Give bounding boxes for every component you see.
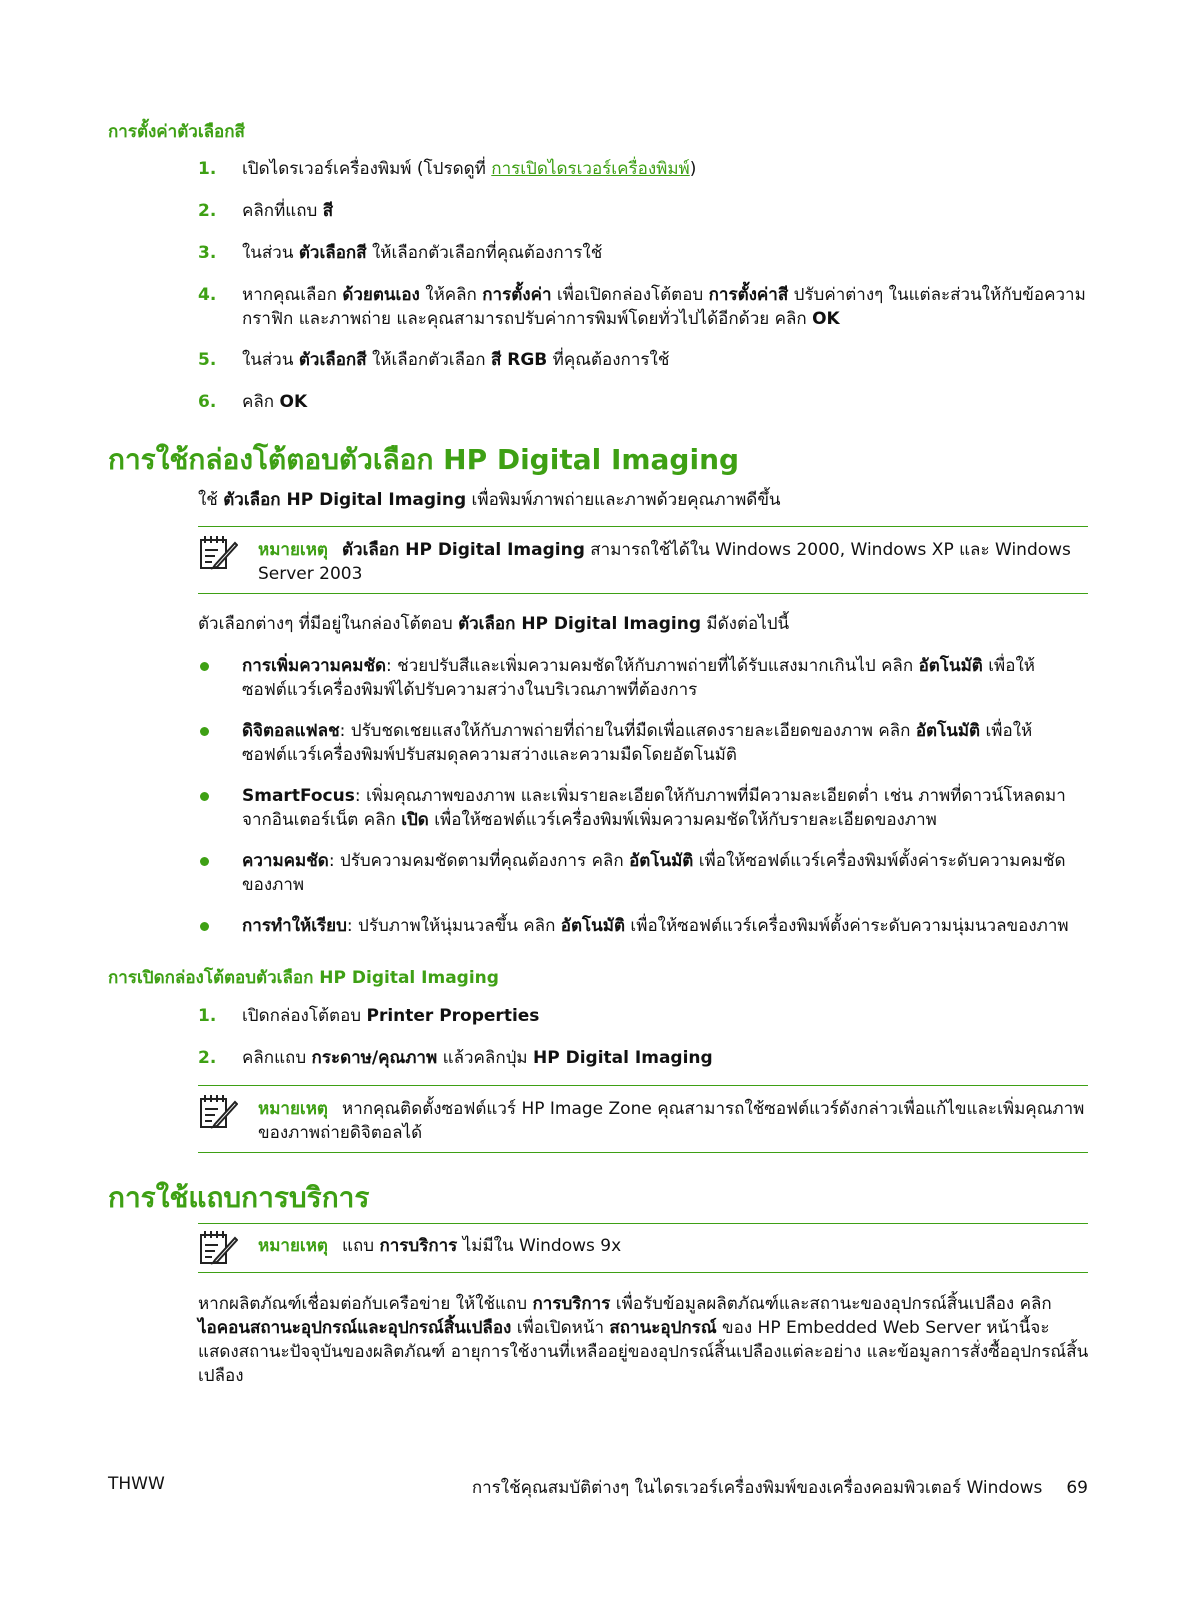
- bold-term: การบริการ: [379, 1236, 458, 1256]
- text-span: เพื่อให้ซอฟต์แวร์เครื่องพิมพ์ปรับสมดุลความสว่างและความมืดโดยอัตโนมัติ: [242, 721, 1033, 765]
- step-number: 1.: [198, 1006, 217, 1026]
- text-span: คลิกที่แถบ: [242, 201, 323, 221]
- text-span: ): [689, 159, 697, 179]
- step-number: 4.: [198, 285, 217, 305]
- bullet-dot-icon: [200, 662, 209, 671]
- footer-chapter-title: การใช้คุณสมบัติต่างๆ ในไดรเวอร์เครื่องพิมพ์ของเครื่องคอมพิวเตอร์ Windows: [471, 1478, 1043, 1498]
- bold-term: การบริการ: [532, 1294, 611, 1314]
- note-text: [258, 1097, 1088, 1145]
- text-span: ใช้: [198, 490, 224, 510]
- text-span: มีดังต่อไปนี้: [701, 614, 790, 634]
- note-box: [198, 526, 1088, 594]
- bullet-dot-icon: [200, 857, 209, 866]
- text-span: คลิก: [242, 392, 280, 412]
- intro-paragraph: [198, 488, 1090, 512]
- step-number: 2.: [198, 201, 217, 221]
- note-pad-icon: [198, 1228, 238, 1268]
- note-label: หมายเหตุ: [258, 1236, 328, 1256]
- text-span: เพื่อให้ซอฟต์แวร์เครื่องพิมพ์เพิ่มความคมชัดให้กับรายละเอียดของภาพ: [428, 810, 937, 830]
- bold-term: Printer Properties: [366, 1006, 540, 1026]
- text-span: ไม่มีใน Windows 9x: [457, 1236, 622, 1256]
- bullet-text: [242, 719, 1090, 767]
- text-span: ของ HP Embedded Web Server หน้านี้จะแสดงสถานะปัจจุบันของผลิตภัณฑ์ อายุการใช้งานที่เหลืออยู่ของอุปกรณ์สิ้นเปลืองแต่ละอย่าง และข้อมูลการสั่งซื้ออุปกรณ์สิ้นเปลือง: [198, 1318, 1089, 1386]
- bold-term: ตัวเลือกสี: [298, 350, 367, 370]
- text-span: แล้วคลิกปุ่ม: [437, 1048, 534, 1068]
- bold-term: อัตโนมัติ: [918, 656, 983, 676]
- page-number: 69: [1066, 1478, 1088, 1498]
- step-text: [242, 157, 1090, 181]
- note-text: [258, 1234, 1088, 1258]
- bold-term: ตัวเลือก HP Digital Imaging: [223, 490, 467, 510]
- note-pad-icon: [198, 533, 238, 573]
- text-span: แถบ: [341, 1236, 380, 1256]
- open-driver-link[interactable]: การเปิดไดรเวอร์เครื่องพิมพ์: [491, 159, 690, 179]
- text-span: ให้เลือกตัวเลือกที่คุณต้องการใช้: [366, 243, 603, 263]
- step-text: [242, 241, 1090, 265]
- step-text: [242, 348, 1090, 372]
- text-span: เพื่อพิมพ์ภาพถ่ายและภาพด้วยคุณภาพดีขึ้น: [466, 490, 781, 510]
- text-span: เพื่อให้ซอฟต์แวร์เครื่องพิมพ์ตั้งค่าระดับความนุ่มนวลของภาพ: [625, 916, 1069, 936]
- step-text: [242, 199, 1090, 223]
- text-span: : ปรับภาพให้นุ่มนวลขึ้น คลิก: [346, 916, 561, 936]
- step-text: [242, 1046, 1090, 1070]
- note-box: [198, 1223, 1088, 1273]
- text-span: เพื่อเปิดกล่องโต้ตอบ: [551, 285, 709, 305]
- bold-term: สี RGB: [490, 350, 548, 370]
- step-number: 3.: [198, 243, 217, 263]
- text-span: หากคุณเลือก: [242, 285, 343, 305]
- note-pad-icon: [198, 1092, 238, 1132]
- text-span: ในส่วน: [242, 350, 299, 370]
- text-span: ที่คุณต้องการใช้: [547, 350, 670, 370]
- note-box: [198, 1085, 1088, 1153]
- bold-term: SmartFocus: [242, 786, 355, 806]
- note-text: [258, 538, 1088, 586]
- section-heading-services-tab: การใช้แถบการบริการ: [108, 1181, 370, 1214]
- text-span: ตัวเลือกต่างๆ ที่มีอยู่ในกล่องโต้ตอบ: [198, 614, 459, 634]
- footer-chapter: [472, 1474, 1088, 1501]
- bold-term: ความคมชัด: [242, 851, 329, 871]
- text-span: คลิกแถบ: [242, 1048, 312, 1068]
- bold-term: สี: [322, 201, 334, 221]
- bold-term: ด้วยตนเอง: [342, 285, 420, 305]
- text-span: ในส่วน: [242, 243, 299, 263]
- bullet-text: [242, 784, 1090, 832]
- text-span: : ปรับความคมชัดตามที่คุณต้องการ คลิก: [328, 851, 630, 871]
- text-span: หากผลิตภัณฑ์เชื่อมต่อกับเครือข่าย ให้ใช้แถบ: [198, 1294, 533, 1314]
- text-span: : ปรับชดเชยแสงให้กับภาพถ่ายที่ถ่ายในที่มืดเพื่อแสดงรายละเอียดของภาพ คลิก: [339, 721, 916, 741]
- bold-term: การตั้งค่า: [482, 285, 552, 305]
- text-span: เพื่อเปิดหน้า: [511, 1318, 610, 1338]
- bold-term: อัตโนมัติ: [915, 721, 981, 741]
- bullet-dot-icon: [200, 727, 209, 736]
- text-span: เพื่อให้ซอฟต์แวร์เครื่องพิมพ์ได้ปรับความสว่างในบริเวณภาพที่ต้องการ: [242, 656, 1035, 700]
- bold-term: ตัวเลือก HP Digital Imaging: [341, 540, 585, 560]
- bold-term: เปิด: [401, 810, 429, 830]
- text-span: เพื่อให้ซอฟต์แวร์เครื่องพิมพ์ตั้งค่าระดับความคมชัดของภาพ: [242, 851, 1066, 895]
- bold-term: อัตโนมัติ: [629, 851, 694, 871]
- text-span: สามารถใช้ได้ใน Windows 2000, Windows XP และ Windows Server 2003: [258, 540, 1071, 584]
- bold-term: การเพิ่มความคมชัด: [242, 656, 387, 676]
- section-heading-color-options: การตั้งค่าตัวเลือกสี: [108, 122, 245, 142]
- bold-term: ตัวเลือกสี: [298, 243, 367, 263]
- step-number: 1.: [198, 159, 217, 179]
- text-span: เปิดกล่องโต้ตอบ: [242, 1006, 367, 1026]
- step-number: 2.: [198, 1048, 217, 1068]
- bullet-text: [242, 654, 1090, 702]
- bold-term: HP Digital Imaging: [533, 1048, 713, 1068]
- bullet-text: [242, 914, 1090, 938]
- step-number: 6.: [198, 392, 217, 412]
- bold-term: การตั้งค่าสี: [708, 285, 789, 305]
- bold-term: OK: [812, 309, 840, 329]
- bold-term: สถานะอุปกรณ์: [609, 1318, 717, 1338]
- text-span: : เพิ่มคุณภาพของภาพ และเพิ่มรายละเอียดให้กับภาพที่มีความละเอียดต่ำ เช่น ภาพที่ดาวน์โหลดมาจากอินเตอร์เน็ต คลิก: [242, 786, 1066, 830]
- section-heading-digital-imaging: การใช้กล่องโต้ตอบตัวเลือก HP Digital Imaging: [108, 443, 740, 476]
- bold-term: ดิจิตอลแฟลช: [242, 721, 340, 741]
- bold-term: การทำให้เรียบ: [242, 916, 347, 936]
- text-span: หากคุณติดตั้งซอฟต์แวร์ HP Image Zone คุณสามารถใช้ซอฟต์แวร์ดังกล่าวเพื่อแก้ไขและเพิ่มคุณภาพของภาพถ่ายดิจิตอลได้: [258, 1099, 1085, 1143]
- text-span: ปรับค่าต่างๆ ในแต่ละส่วนให้กับข้อความ กราฟิก และภาพถ่าย และคุณสามารถปรับค่าการพิมพ์โดยทั่วไปได้อีกด้วย คลิก: [242, 285, 1086, 329]
- note-label: หมายเหตุ: [258, 1099, 328, 1119]
- options-lead-paragraph: [198, 612, 1090, 636]
- text-span: ให้เลือกตัวเลือก: [366, 350, 491, 370]
- note-label: หมายเหตุ: [258, 540, 328, 560]
- step-number: 5.: [198, 350, 217, 370]
- bold-term: ไอคอนสถานะอุปกรณ์และอุปกรณ์สิ้นเปลือง: [198, 1318, 512, 1338]
- bullet-dot-icon: [200, 922, 209, 931]
- step-text: [242, 390, 1090, 414]
- bold-term: อัตโนมัติ: [560, 916, 626, 936]
- text-span: เปิดไดรเวอร์เครื่องพิมพ์ (โปรดดูที่: [242, 159, 492, 179]
- step-text: [242, 283, 1090, 331]
- step-text: [242, 1004, 1090, 1028]
- bold-term: OK: [279, 392, 308, 412]
- bullet-dot-icon: [200, 792, 209, 801]
- section-heading-open-digital-imaging: การเปิดกล่องโต้ตอบตัวเลือก HP Digital Imaging: [108, 968, 499, 988]
- text-span: เพื่อรับข้อมูลผลิตภัณฑ์และสถานะของอุปกรณ์สิ้นเปลือง คลิก: [610, 1294, 1052, 1314]
- text-span: : ช่วยปรับสีและเพิ่มความคมชัดให้กับภาพถ่ายที่ได้รับแสงมากเกินไป คลิก: [386, 656, 919, 676]
- bold-term: ตัวเลือก HP Digital Imaging: [458, 614, 701, 634]
- bold-term: กระดาษ/คุณภาพ: [311, 1048, 438, 1068]
- bullet-text: [242, 849, 1090, 897]
- text-span: ให้คลิก: [419, 285, 483, 305]
- footer-doc-code: THWW: [108, 1474, 165, 1494]
- services-paragraph: [198, 1292, 1090, 1388]
